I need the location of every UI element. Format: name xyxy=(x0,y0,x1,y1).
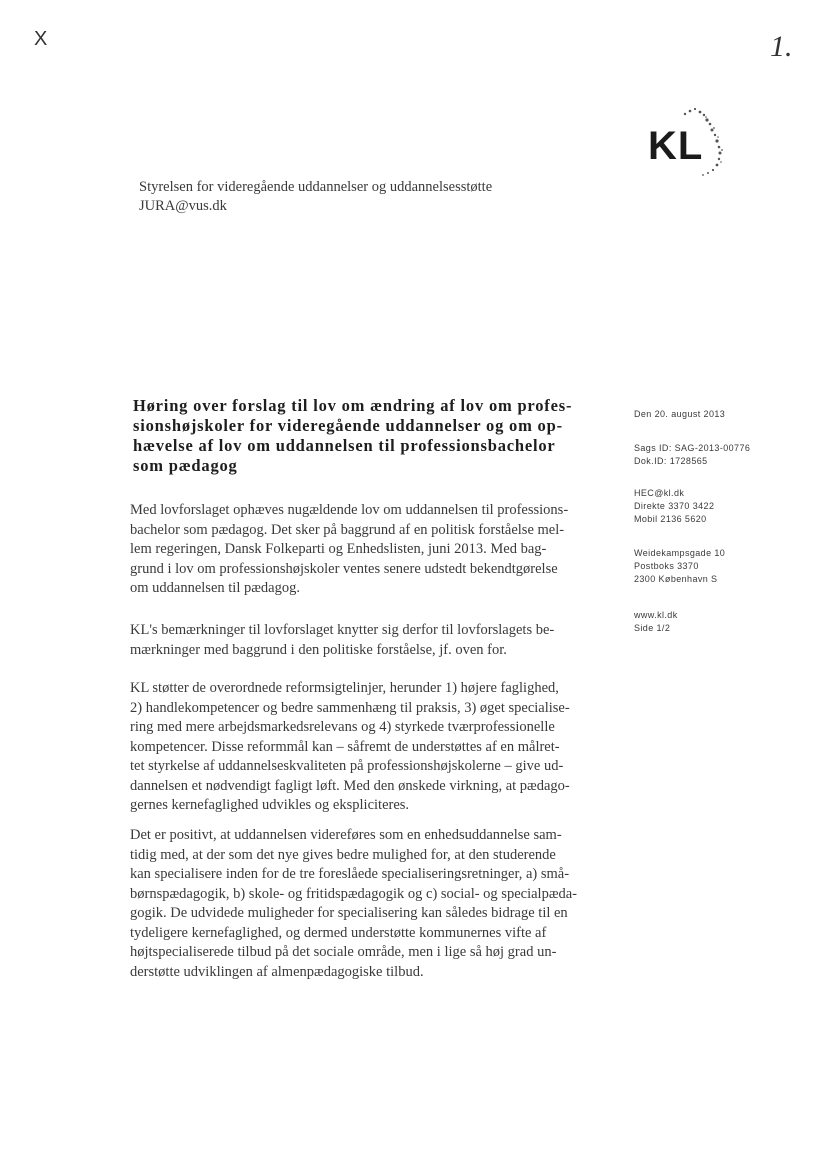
sidebar-web-page xyxy=(634,609,678,635)
heading-line: hævelse af lov om uddannelsen til professionsbachelor xyxy=(133,436,556,455)
heading-line: Høring over forslag til lov om ændring af lov om profes- xyxy=(133,396,573,415)
address-city: 2300 København S xyxy=(634,574,718,584)
handwritten-page-number: 1. xyxy=(770,30,793,63)
addressee-name: Styrelsen for videregående uddannelser og uddannelsesstøtte xyxy=(139,179,493,195)
body-line: ring med mere arbejdsmarkedsrelevans og 4) styrkede tværprofessionelle xyxy=(130,719,555,735)
contact-mobile-phone: Mobil 2136 5620 xyxy=(634,514,707,524)
contact-direct-phone: Direkte 3370 3422 xyxy=(634,501,715,511)
date-text: Den 20. august 2013 xyxy=(634,409,726,419)
page-indicator: Side 1/2 xyxy=(634,623,671,633)
body-line: tidig med, at der som det nye gives bedre mulighed for, at den studerende xyxy=(130,846,556,863)
website: www.kl.dk xyxy=(634,610,678,620)
body-line: Det er positivt, at uddannelsen videreføres som en enhedsuddannelse sam- xyxy=(130,827,562,843)
body-line: derstøtte udviklingen af almenpædagogiske tilbud. xyxy=(130,963,424,980)
body-line: mærkninger med baggrund i den politiske forståelse, jf. oven for. xyxy=(130,641,507,658)
sidebar-address xyxy=(634,547,725,586)
body-line: gogik. De udvidede muligheder for specialisering kan således bidrage til en xyxy=(130,905,568,921)
body-line: børnspædagogik, b) skole- og fritidspædagogik og c) social- og specialpæda- xyxy=(130,885,578,902)
contact-email: HEC@kl.dk xyxy=(634,488,685,498)
kl-logo: KL xyxy=(648,124,704,168)
body-line: højtspecialiserede tilbud på det sociale område, men i lige så høj grad un- xyxy=(130,944,557,960)
address-street: Weidekampsgade 10 xyxy=(634,548,726,558)
body-line: tydeligere kernefaglighed, og dermed understøtte kommunernes vifte af xyxy=(130,924,547,941)
sidebar-contact xyxy=(634,487,714,526)
body-line: dannelsen et nødvendigt fagligt løft. Med den ønskede virkning, at pædago- xyxy=(130,777,570,794)
body-line: KL støtter de overordnede reformsigtelinjer, herunder 1) højere faglighed, xyxy=(130,680,559,696)
body-line: bachelor som pædagog. Det sker på baggrund af en politisk forståelse mel- xyxy=(130,521,565,538)
body-line: KL's bemærkninger til lovforslaget knytter sig derfor til lovforslagets be- xyxy=(130,622,555,638)
addressee-block xyxy=(139,178,492,216)
sidebar-date xyxy=(634,408,725,421)
addressee-email: JURA@vus.dk xyxy=(139,198,227,214)
handwritten-x-mark: X xyxy=(34,28,48,50)
body-line: tet styrkelse af uddannelseskvaliteten på professionshøjskolerne – give ud- xyxy=(130,758,564,774)
heading-line: sionshøjskoler for videregående uddannelser og om op- xyxy=(133,416,563,435)
body-line: kan specialisere inden for de tre foreslåede specialiseringsretninger, a) små- xyxy=(130,866,570,882)
paragraph-1 xyxy=(130,501,600,599)
body-line: gernes kernefaglighed udvikles og ekspliciteres. xyxy=(130,797,410,813)
document-heading xyxy=(133,396,603,476)
paragraph-4 xyxy=(130,826,600,982)
body-line: lem regeringen, Dansk Folkeparti og Enhedslisten, juni 2013. Med bag- xyxy=(130,541,547,557)
sidebar-case-ids xyxy=(634,442,750,468)
body-line: grund i lov om professionshøjskoler ventes senere udstedt bekendtgørelse xyxy=(130,560,558,577)
body-line: kompetencer. Disse reformmål kan – såfremt de understøttes af en målret- xyxy=(130,738,560,755)
paragraph-2 xyxy=(130,621,600,660)
dok-id: Dok.ID: 1728565 xyxy=(634,456,708,466)
body-line: 2) handlekompetencer og bedre sammenhæng til praksis, 3) øget specialise- xyxy=(130,699,570,716)
body-line: om uddannelsen til pædagog. xyxy=(130,580,300,596)
body-line: Med lovforslaget ophæves nugældende lov om uddannelsen til professions- xyxy=(130,502,569,518)
paragraph-3 xyxy=(130,679,600,816)
sags-id: Sags ID: SAG-2013-00776 xyxy=(634,443,751,453)
heading-line: som pædagog xyxy=(133,456,238,475)
address-pobox: Postboks 3370 xyxy=(634,561,699,571)
